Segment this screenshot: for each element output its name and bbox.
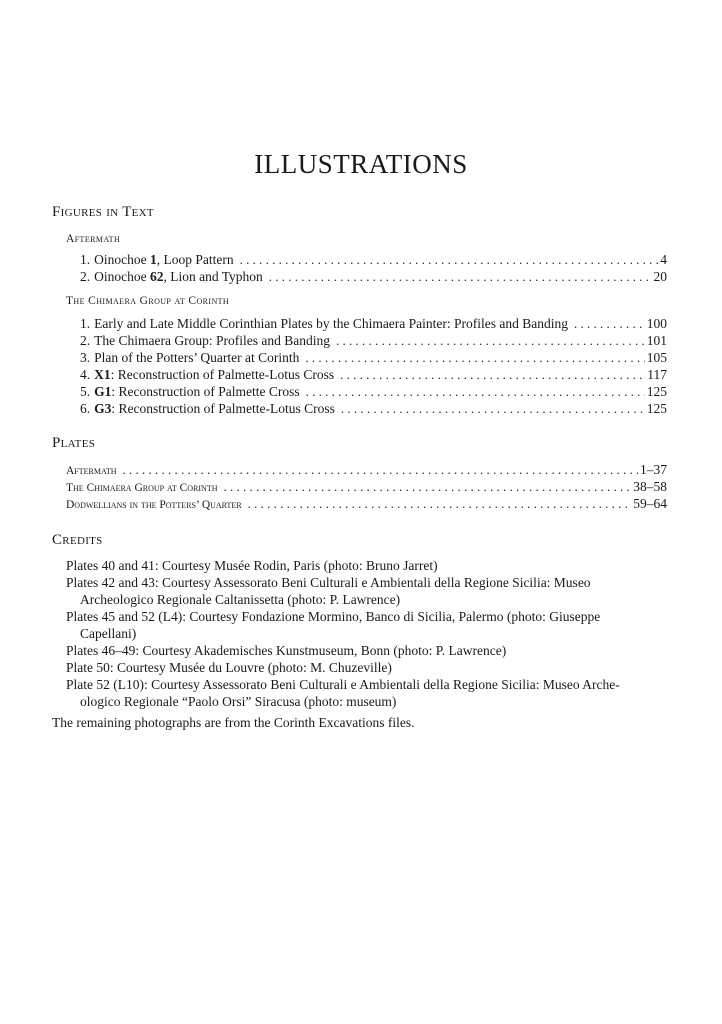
credit-text: Plates 40 and 41: Courtesy Musée Rodin, Paris (photo: Bruno Jarret) [66,558,438,573]
page-number: 4 [660,252,667,267]
dot-leader [340,366,645,383]
dot-leader [305,349,644,366]
dot-leader [224,478,632,495]
page-range: 1–37 [640,462,667,477]
figure-label: 6. G3: Reconstruction of Palmette-Lotus Cross [80,401,335,416]
figure-entry [80,349,667,366]
dot-leader [336,332,645,349]
closing-note: The remaining photographs are from the Corinth Excavations files. [52,715,415,730]
dot-leader [240,251,659,268]
page-number: 125 [646,401,667,416]
figure-entry [80,383,667,400]
page-range: 59–64 [633,496,667,511]
credit-text-continued: ologico Regionale “Paolo Orsi” Siracusa (photo: museum) [80,694,397,709]
figure-entry [80,332,667,349]
page-number: 101 [646,333,667,348]
plate-label: Aftermath [66,465,117,477]
credits-heading: Credits [52,532,103,548]
chimaera-subheading: The Chimaera Group at Corinth [66,295,230,307]
credit-text: Plate 52 (L10): Courtesy Assessorato Beni Culturali e Ambientali della Regione Sicilia: Museo Arche- [66,677,620,692]
plate-entry [66,495,667,512]
page-range: 38–58 [633,479,667,494]
figure-entry [80,251,667,268]
dot-leader [306,383,645,400]
aftermath-subheading: Aftermath [66,233,121,245]
figure-label: 2. The Chimaera Group: Profiles and Banding [80,333,330,348]
dot-leader [574,315,645,332]
figure-label: 1. Oinochoe 1, Loop Pattern [80,252,234,267]
plate-entry [66,478,667,495]
figure-entry [80,366,667,383]
figure-entry [80,400,667,417]
page-number: 100 [646,316,667,331]
dot-leader [341,400,645,417]
figure-label: 5. G1: Reconstruction of Palmette Cross [80,384,300,399]
figure-label: 2. Oinochoe 62, Lion and Typhon [80,269,263,284]
credit-entry [66,676,668,710]
credit-text: Plates 46–49: Courtesy Akademisches Kunstmuseum, Bonn (photo: P. Lawrence) [66,643,507,658]
credit-entry [66,574,668,608]
dot-leader [269,268,652,285]
page-number: 105 [646,350,667,365]
figure-label: 1. Early and Late Middle Corinthian Plates by the Chimaera Painter: Profiles and Banding [80,316,569,331]
credit-text-continued: Archeologico Regionale Caltanissetta (photo: P. Lawrence) [80,592,401,607]
credit-entry [66,557,668,574]
figure-entry [80,268,667,285]
credit-entry [66,608,668,642]
plate-label: Dodwellians in the Potters’ Quarter [66,499,242,511]
page-title: ILLUSTRATIONS [254,149,468,179]
plate-label: The Chimaera Group at Corinth [66,482,218,494]
credit-entry [66,659,668,676]
figure-label: 3. Plan of the Potters’ Quarter at Corinth [80,350,300,365]
plate-entry [66,461,667,478]
figures-in-text-heading: Figures in Text [52,204,154,220]
page-number: 125 [646,384,667,399]
figure-label: 4. X1: Reconstruction of Palmette-Lotus Cross [80,367,335,382]
figure-entry [80,315,667,332]
credit-text-continued: Capellani) [80,626,137,641]
credit-text: Plates 45 and 52 (L4): Courtesy Fondazione Mormino, Banco di Sicilia, Palermo (photo: Giuseppe [66,609,601,624]
plates-heading: Plates [52,435,96,451]
page-number: 20 [653,269,667,284]
dot-leader [248,495,632,512]
page-number: 117 [647,367,667,382]
credit-text: Plates 42 and 43: Courtesy Assessorato Beni Culturali e Ambientali della Regione Sicilia: Museo [66,575,591,590]
credit-text: Plate 50: Courtesy Musée du Louvre (photo: M. Chuzeville) [66,660,392,675]
credit-entry [66,642,668,659]
dot-leader [123,461,638,478]
